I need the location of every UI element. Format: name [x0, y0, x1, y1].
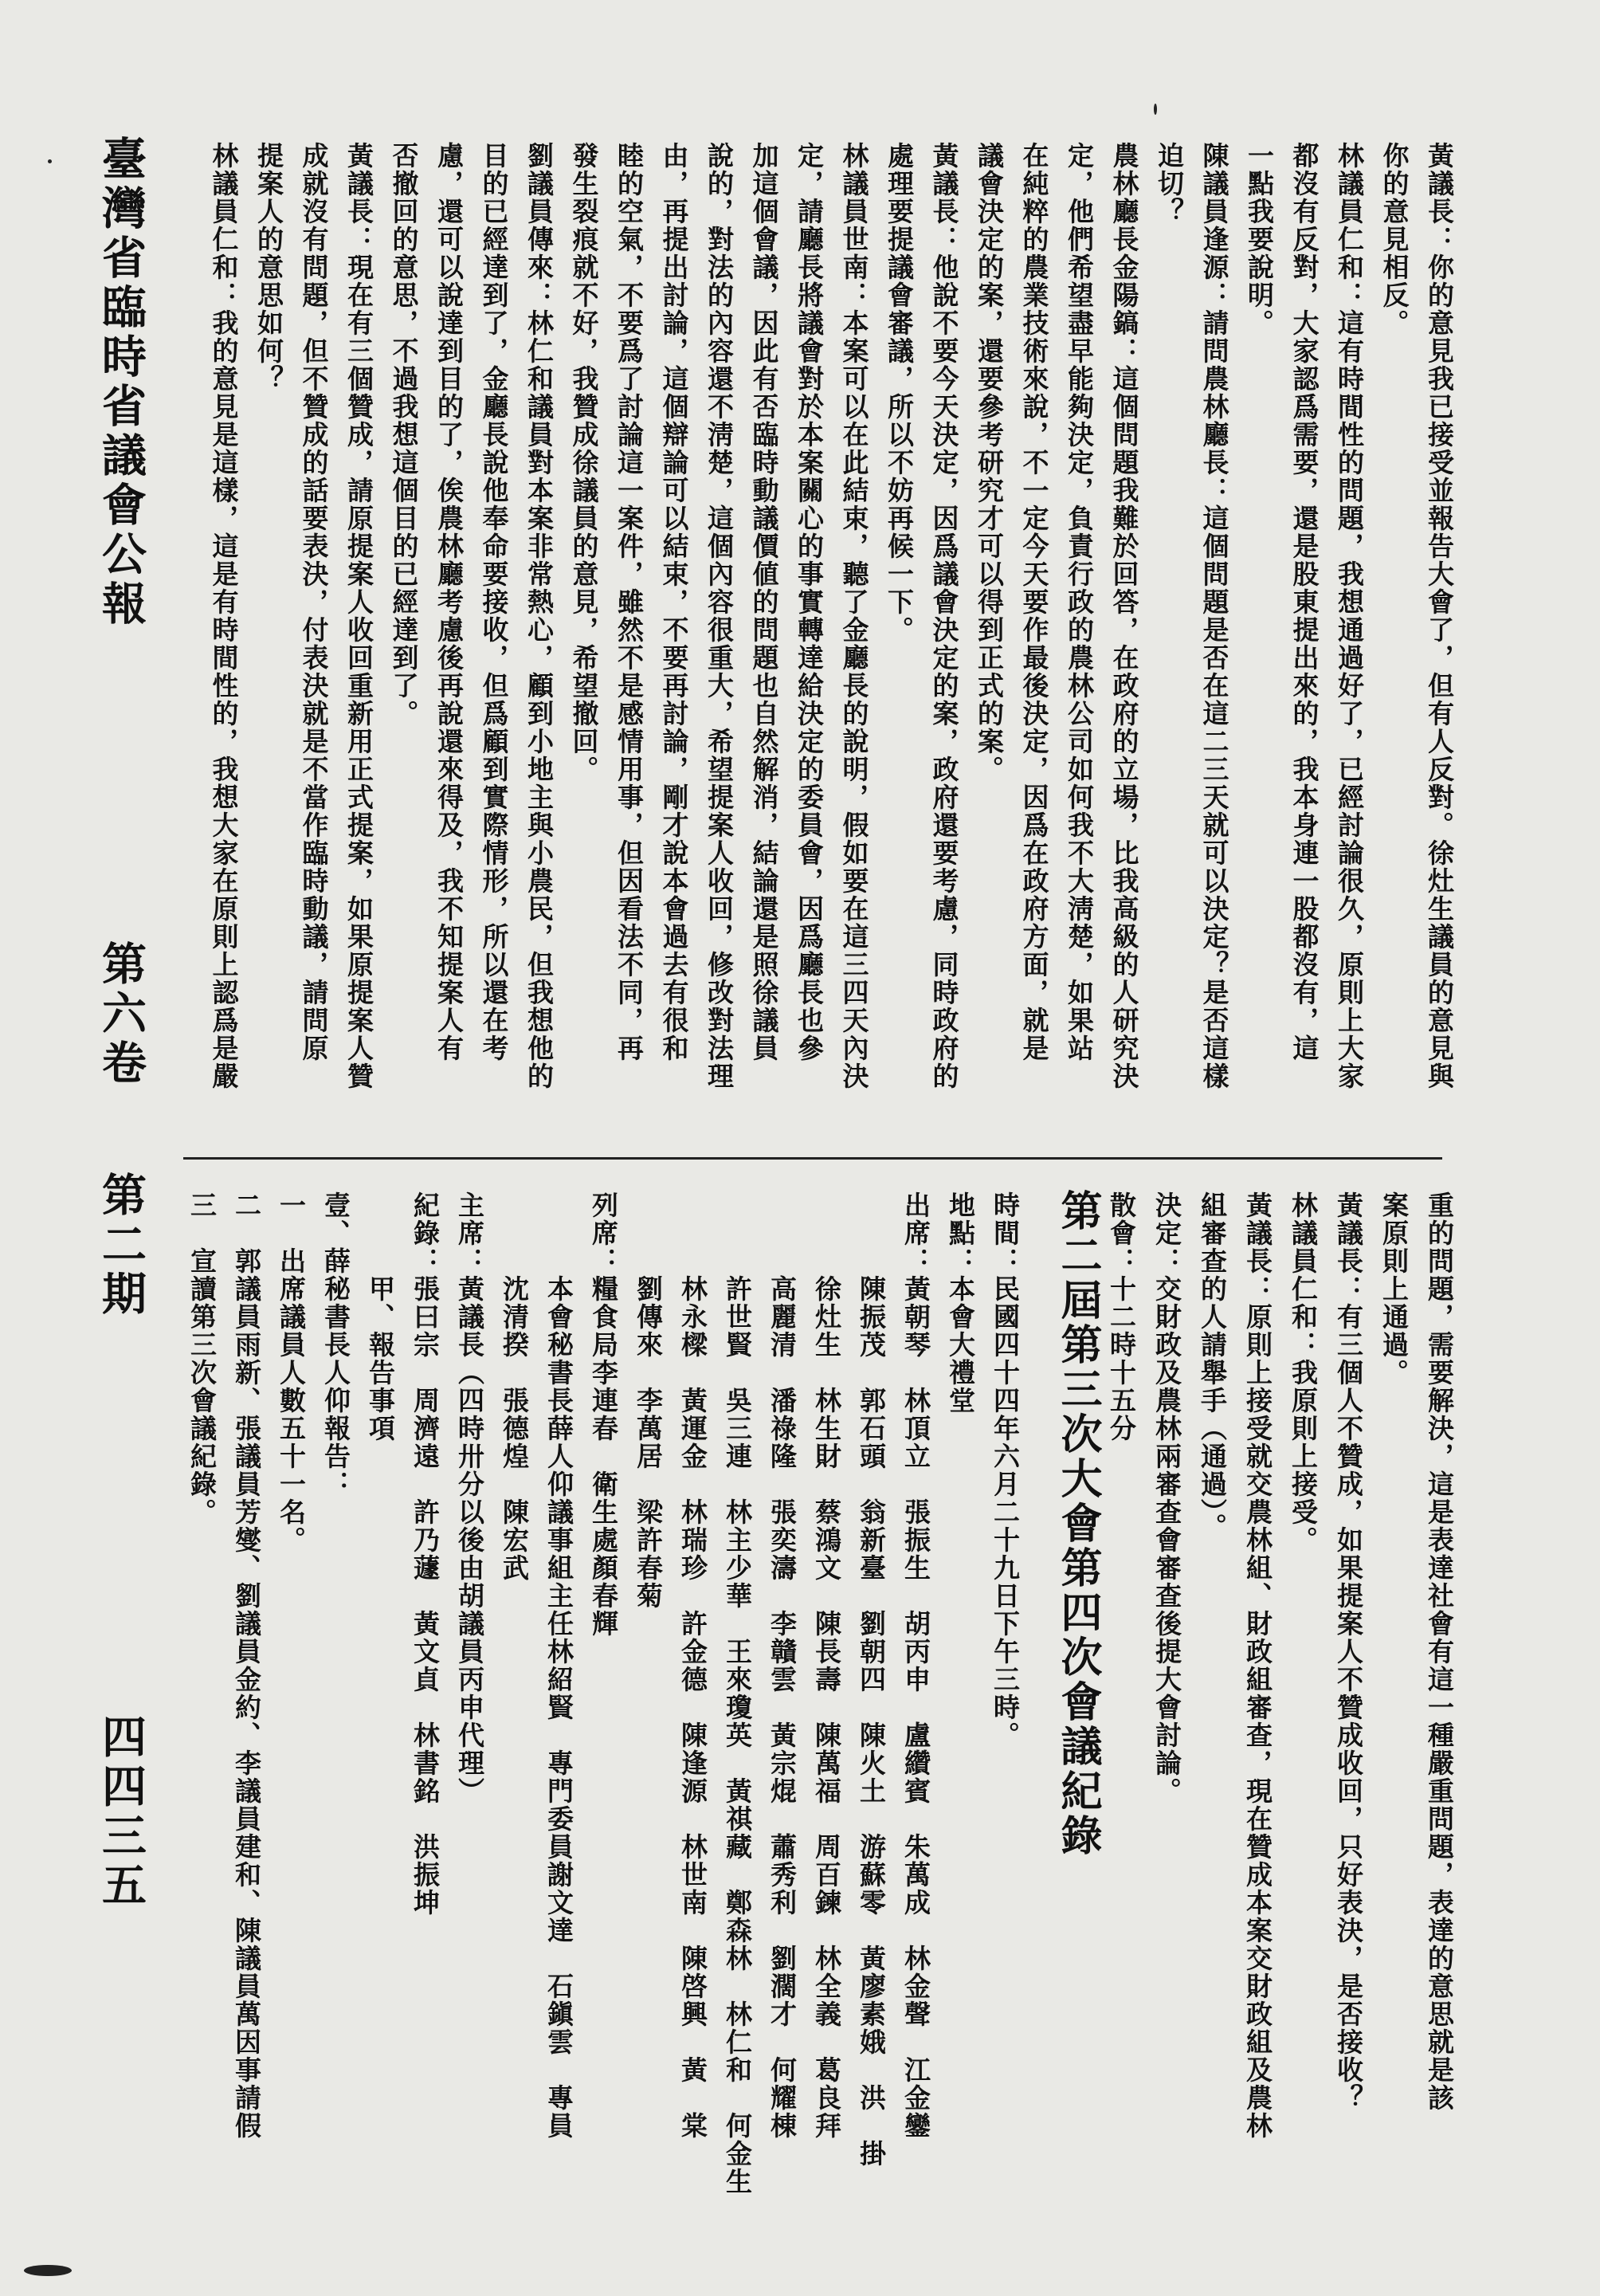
- upper-column: 成就沒有問題，但不贊成的話要表決，付表決就是不當作臨時動議，請問原: [298, 142, 330, 1062]
- minutes-column: 許世賢 吳三連 林主少華 王來瓊英 黃祺藏 鄭森林 林仁和 何金生: [722, 1191, 753, 2196]
- upper-column: 劉議員傳來：林仁和議員對本案非常熱心，顧到小地主與小農民，但我想他的: [524, 142, 555, 1090]
- upper-column: 說的，對法的內容還不淸楚，這個內容很重大，希望提案人收回，修改對法理: [704, 142, 735, 1090]
- minutes-column: 陳振茂 郭石頭 翁新臺 劉朝四 陳火土 游蘇零 黃廖素娥 洪 掛: [856, 1191, 887, 2168]
- upper-column: 林議員仁和：我的意見是這樣，這是有時間性的，我想大家在原則上認爲是嚴: [208, 142, 240, 1090]
- upper-column: 處理要提議會審議，所以不妨再候一下。: [884, 142, 915, 644]
- minutes-column: 徐灶生 林生財 蔡鴻文 陳長壽 陳萬福 周百鍊 林全義 葛良拜: [811, 1191, 842, 2140]
- lower-right-column: 黃議長：有三個人不贊成，如果提案人不贊成收回，只好表決，是否接收？: [1333, 1191, 1364, 2112]
- lower-right-column: 黃議長：原則上接受就交農林組、財政組審查，現在贊成本案交財政組及農林: [1242, 1191, 1273, 2140]
- scan-mark: [1154, 104, 1157, 115]
- lower-right-column: 重的問題，需要解決，這是表達社會有這一種嚴重問題，表達的意思就是該: [1424, 1191, 1455, 2112]
- lower-right-column: 林議員仁和：我原則上接受。: [1288, 1191, 1319, 1554]
- minutes-column: 一 出席議員人數五十一名。: [276, 1191, 307, 1554]
- upper-column: 迫切？: [1154, 142, 1185, 226]
- minutes-column: 本會秘書長薛人仰議事組主任林紹賢 專門委員謝文達 石鎭雲 專員: [543, 1191, 575, 2140]
- upper-column: 議會決定的案，還要參考研究才可以得到正式的案。: [974, 142, 1005, 783]
- upper-column: 目的已經達到了，金廳長說他奉命要接收，但爲顧到實際情形，所以還在考: [478, 142, 510, 1062]
- section-title: 第二屆第三次大會第四次會議紀錄: [1053, 1189, 1102, 1858]
- upper-column: 加這個會議，因此有否臨時動議價値的問題也自然解消，結論還是照徐議員: [748, 142, 780, 1062]
- minutes-column: 列席：糧食局李連春 衛生處顏春輝: [588, 1191, 619, 1638]
- upper-column: 陳議員逢源：請問農林廳長：這個問題是否在這二三天就可以決定？是否這樣: [1198, 142, 1230, 1090]
- minutes-column: 紀錄：張曰宗 周濟遠 許乃蘧 黃文貞 林書銘 洪振坤: [410, 1191, 441, 1917]
- upper-column: 在純粹的農業技術來說，不一定今天要作最後決定，因爲在政府方面，就是: [1018, 142, 1050, 1062]
- scan-mark: [24, 2265, 72, 2276]
- issue-label: 第二期: [95, 1172, 147, 1320]
- minutes-column: 主席：黃議長（四時卅分以後由胡議員丙申代理）: [454, 1191, 485, 1805]
- lower-right-column: 決定：交財政及農林兩審查會審查後提大會討論。: [1151, 1191, 1182, 1805]
- page-number: 四四三五: [95, 1713, 147, 1911]
- scan-mark: [48, 159, 52, 163]
- minutes-column: 劉傳來 李萬居 梁許春菊: [633, 1191, 664, 1610]
- upper-column: 定，他們希望盡早能夠決定，負責行政的農林公司如何我不大淸楚，如果站: [1064, 142, 1095, 1062]
- upper-column: 林議員世南：本案可以在此結束，聽了金廳長的說明，假如要在這三四天內決: [838, 142, 870, 1090]
- upper-column: 由，再提出討論，這個辯論可以結束，不要再討論，剛才說本會過去有很和: [658, 142, 690, 1062]
- lower-right-column: 案原則上通過。: [1378, 1191, 1410, 1387]
- section-divider: [183, 1157, 1442, 1160]
- lower-right-column: 散會：十二時十五分: [1106, 1191, 1137, 1442]
- upper-column: 黃議長：你的意見我已接受並報告大會了，但有人反對。徐灶生議員的意見與: [1424, 142, 1455, 1090]
- upper-column: 都沒有反對，大家認爲需要，還是股東提出來的，我本身連一股都沒有，這: [1288, 142, 1320, 1062]
- minutes-column: 甲、報告事項: [365, 1191, 396, 1442]
- upper-column: 提案人的意思如何？: [253, 142, 284, 393]
- minutes-column: 地點：本會大禮堂: [945, 1191, 976, 1415]
- minutes-column: 時間：民國四十四年六月二十九日下午三時。: [990, 1191, 1021, 1749]
- upper-column: 一點我要說明。: [1244, 142, 1275, 337]
- minutes-column: 沈清揆 張德煌 陳宏武: [499, 1191, 530, 1582]
- minutes-column: 出席：黃朝琴 林頂立 張振生 胡丙申 盧纘賓 朱萬成 林金聲 江金鑾: [900, 1191, 931, 2140]
- upper-column: 發生裂痕就不好，我贊成徐議員的意見，希望撤回。: [568, 142, 600, 783]
- lower-right-column: 組審查的人請舉手（通過）。: [1197, 1191, 1228, 1541]
- minutes-column: 高麗清 潘祿隆 張奕濤 李贛雲 黃宗焜 蕭秀利 劉濶才 何耀棟: [767, 1191, 798, 2140]
- minutes-column: 三 宣讀第三次會議紀錄。: [186, 1191, 218, 1526]
- minutes-column: 壹、薛秘書長人仰報告：: [320, 1191, 351, 1498]
- upper-column: 黃議長：現在有三個贊成，請原提案人收回重新用正式提案，如果原提案人贊: [343, 142, 375, 1090]
- minutes-column: 林永樑 黃運金 林瑞珍 許金德 陳逢源 林世南 陳啓興 黃 棠: [677, 1191, 708, 2140]
- upper-column: 否撤回的意思，不過我想這個目的已經達到了。: [388, 142, 420, 728]
- upper-column: 農林廳長金陽鎬：這個問題我難於回答，在政府的立場，比我高級的人研究決: [1108, 142, 1140, 1090]
- upper-column: 林議員仁和：這有時間性的問題，我想通過好了，已經討論很久，原則上大家: [1334, 142, 1365, 1090]
- upper-column: 定，請廳長將議會對於本案關心的事實轉達給決定的委員會，因爲廳長也參: [794, 142, 825, 1062]
- upper-column: 黃議長：他說不要今天決定，因爲議會決定的案，政府還要考慮，同時政府的: [928, 142, 960, 1090]
- upper-column: 你的意見相反。: [1378, 142, 1410, 337]
- upper-column: 睦的空氣，不要爲了討論這一案件，雖然不是感情用事，但因看法不同，再: [614, 142, 645, 1062]
- minutes-column: 二 郭議員雨新、張議員芳燮、劉議員金約、李議員建和、陳議員萬因事請假: [231, 1191, 262, 2140]
- upper-column: 慮，還可以說達到目的了，俟農林廳考慮後再說還來得及，我不知提案人有: [433, 142, 465, 1062]
- journal-title: 臺灣省臨時省議會公報: [95, 135, 147, 630]
- volume-label: 第六卷: [95, 940, 147, 1089]
